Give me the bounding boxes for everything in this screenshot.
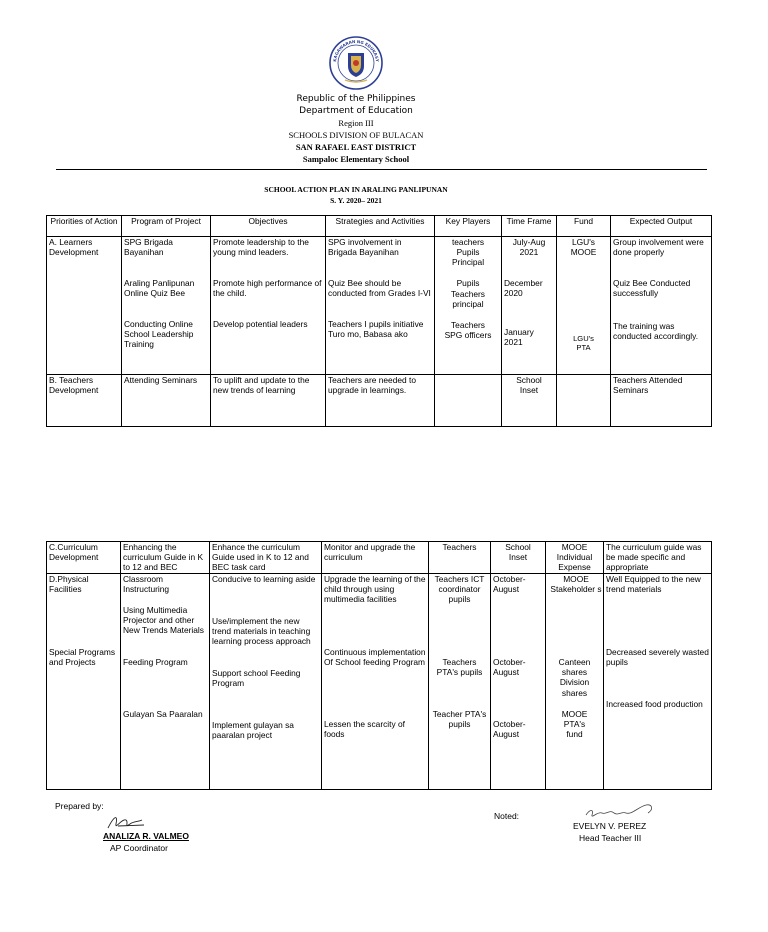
priority-curriculum: C.Curriculum Development: [47, 542, 121, 574]
strategy-quiz-bee: Quiz Bee should be conducted from Grades I-VI: [328, 278, 431, 299]
fund-canteen-division: Canteen shares Division shares: [558, 657, 591, 698]
fund-mooe-individual: MOOE Individual Expense: [546, 542, 604, 574]
output-cell-d: [604, 574, 712, 790]
program-leadership-training: Conducting Online School Leadership Training: [124, 319, 194, 350]
time-july-aug: July-Aug 2021: [512, 237, 546, 258]
strategy-upgrade: Teachers are needed to upgrade in learnings.: [326, 375, 435, 427]
program-cell: [122, 237, 211, 375]
strategy-lessen-scarcity: Lessen the scarcity of foods: [324, 719, 405, 740]
player-teacher-pta: Teacher PTA's pupils: [432, 709, 487, 730]
program-feeding: Feeding Program: [123, 657, 188, 667]
priority-cell-d: [47, 574, 121, 790]
priority-special-programs: Special Programs and Projects: [49, 647, 116, 668]
col-header-time-frame: Time Frame: [502, 216, 557, 237]
strategy-monitor: Monitor and upgrade the curriculum: [322, 542, 429, 574]
strategy-cell-d: [322, 574, 429, 790]
header-department: Department of Education: [299, 106, 413, 116]
player-pupils-2: Pupils: [456, 278, 480, 289]
program-gulayan: Gulayan Sa Paaralan: [123, 709, 203, 719]
objective-gulayan: Implement gulayan sa paaralan project: [212, 720, 294, 741]
fund-lgu-pta: LGU's PTA: [573, 334, 594, 352]
objective-potential-leaders: Develop potential leaders: [213, 319, 308, 329]
time-school-inset-text: School Inset: [516, 375, 542, 396]
priority-cell: [47, 237, 122, 375]
time-oct-aug-2: October-August: [493, 657, 526, 678]
time-january: January 2021: [504, 327, 534, 348]
objective-feeding: Support school Feeding Program: [212, 668, 301, 689]
objective-performance: Promote high performance of the child.: [213, 278, 322, 299]
priority-physical-facilities: D.Physical Facilities: [49, 574, 89, 595]
col-header-fund: Fund: [557, 216, 611, 237]
program-quiz-bee: Araling Panlipunan Online Quiz Bee: [124, 278, 195, 299]
table-row: [47, 375, 712, 427]
strategy-cell: [326, 237, 435, 375]
time-school-inset-c: [491, 542, 546, 574]
col-header-key-players: Key Players: [435, 216, 502, 237]
table-row: [47, 237, 712, 375]
player-ict: Teachers ICT coordinator pupils: [434, 574, 485, 605]
player-spg-officers: SPG officers: [444, 330, 492, 341]
action-plan-table-1: [46, 215, 712, 427]
output-training: The training was conducted accordingly.: [613, 321, 699, 342]
output-quiz-bee: Quiz Bee Conducted successfully: [613, 278, 691, 299]
header-republic: Republic of the Philippines: [296, 94, 416, 104]
plan-title: SCHOOL ACTION PLAN IN ARALING PANLIPUNAN: [264, 185, 448, 194]
time-oct-aug-3: October-August: [493, 719, 526, 740]
col-header-priorities: Priorities of Action: [47, 216, 122, 237]
priority-learners: A. Learners Development: [49, 237, 99, 258]
fund-empty: [557, 375, 611, 427]
output-decreased-wasted: Decreased severely wasted pupils: [606, 647, 709, 668]
strategy-spg-involvement: SPG involvement in Brigada Bayanihan: [328, 237, 402, 258]
strategy-initiative: Teachers I pupils initiative: [328, 319, 424, 329]
player-pta-pupils: Teachers PTA's pupils: [436, 657, 483, 678]
header-school: Sampaloc Elementary School: [302, 154, 410, 164]
program-multimedia: Using Multimedia Projector and other New Trends Materials: [123, 605, 204, 636]
time-school-inset-c-text: School Inset: [505, 542, 531, 563]
action-plan-table-2: [46, 541, 712, 790]
key-players-cell: [435, 237, 502, 375]
output-curriculum-guide: The curriculum guide was be made specific and appropriate: [604, 542, 712, 574]
player-principal: Principal: [451, 257, 485, 268]
noted-label: Noted:: [494, 811, 520, 821]
fund-mooe-pta: MOOE PTA's fund: [561, 709, 588, 740]
header-district: SAN RAFAEL EAST DISTRICT: [295, 142, 417, 152]
objective-conducive: Conducive to learning aside: [212, 574, 316, 584]
objective-enhance-guide: Enhance the curriculum Guide used in K to 12 and BEC task card: [210, 542, 322, 574]
fund-cell: [557, 237, 611, 375]
strategy-upgrade-learning: Upgrade the learning of the child through using multimedia facilities: [324, 574, 426, 605]
header-division: SCHOOLS DIVISION OF BULACAN: [288, 130, 424, 140]
table-row: [47, 574, 712, 790]
player-principal-2: principal: [452, 298, 484, 309]
noter-title: Head Teacher III: [579, 833, 642, 843]
table-row: [47, 542, 712, 574]
output-food-production: Increased food production: [606, 699, 703, 709]
strategy-turo-mo: Turo mo, Babasa ako: [328, 329, 408, 340]
time-frame-cell: [502, 237, 557, 375]
table-header-row: [47, 216, 712, 237]
key-players-empty: [435, 375, 502, 427]
col-header-expected-output: Expected Output: [611, 216, 712, 237]
player-teachers-c: Teachers: [429, 542, 491, 574]
objective-cell-d: [210, 574, 322, 790]
fund-cell-d: [546, 574, 604, 790]
objective-leadership: Promote leadership to the young mind leaders.: [213, 237, 309, 258]
player-teachers-2: Teachers: [451, 288, 485, 299]
time-december: December 2020: [504, 278, 543, 299]
key-players-cell-d: [429, 574, 491, 790]
col-header-program: Program of Project: [122, 216, 211, 237]
preparer-title: AP Coordinator: [110, 843, 168, 853]
output-seminars: Teachers Attended Seminars: [611, 375, 712, 427]
output-group-involvement: Group involvement were done properly: [613, 237, 704, 258]
output-cell: [611, 237, 712, 375]
program-cell-d: [121, 574, 210, 790]
program-seminars: Attending Seminars: [122, 375, 211, 427]
preparer-name: ANALIZA R. VALMEO: [103, 831, 189, 841]
time-oct-aug-1: October-August: [493, 574, 526, 595]
noter-signature: [582, 801, 660, 823]
player-teachers: teachers: [451, 237, 485, 247]
program-spg-brigada: SPG Brigada Bayanihan: [124, 237, 173, 258]
fund-lgu-mooe: LGU's MOOE: [570, 237, 597, 258]
deped-seal-logo: [329, 36, 383, 90]
output-well-equipped: Well Equipped to the new trend materials: [606, 574, 701, 595]
fund-mooe-stakeholders: MOOE Stakeholder s: [550, 574, 602, 595]
header-region: Region III: [338, 118, 374, 128]
time-school-inset: [502, 375, 557, 427]
strategy-continuous: Continuous implementation: [324, 647, 426, 657]
header-divider: [56, 169, 707, 170]
time-frame-cell-d: [491, 574, 546, 790]
priority-teachers: B. Teachers Development: [47, 375, 122, 427]
svg-text:KAGAWARAN NG EDUKASYON: KAGAWARAN NG EDUKASY: [332, 38, 380, 63]
program-curriculum-guide: Enhancing the curriculum Guide in K to 12 and BEC: [121, 542, 210, 574]
school-year: S. Y. 2020– 2021: [330, 196, 382, 205]
col-header-objectives: Objectives: [211, 216, 326, 237]
noter-name: EVELYN V. PEREZ: [573, 821, 647, 831]
objective-uplift: To uplift and update to the new trends of learning: [211, 375, 326, 427]
strategy-feeding: Of School feeding Program: [324, 657, 426, 668]
objective-cell: [211, 237, 326, 375]
prepared-by-label: Prepared by:: [55, 801, 104, 811]
player-pupils: Pupils: [456, 247, 480, 258]
program-classroom: Classroom Instructuring: [123, 574, 170, 595]
col-header-strategies: Strategies and Activities: [326, 216, 435, 237]
objective-new-trend: Use/implement the new trend materials in teaching learning process approach: [212, 616, 311, 647]
player-teachers-3: Teachers: [451, 319, 485, 330]
